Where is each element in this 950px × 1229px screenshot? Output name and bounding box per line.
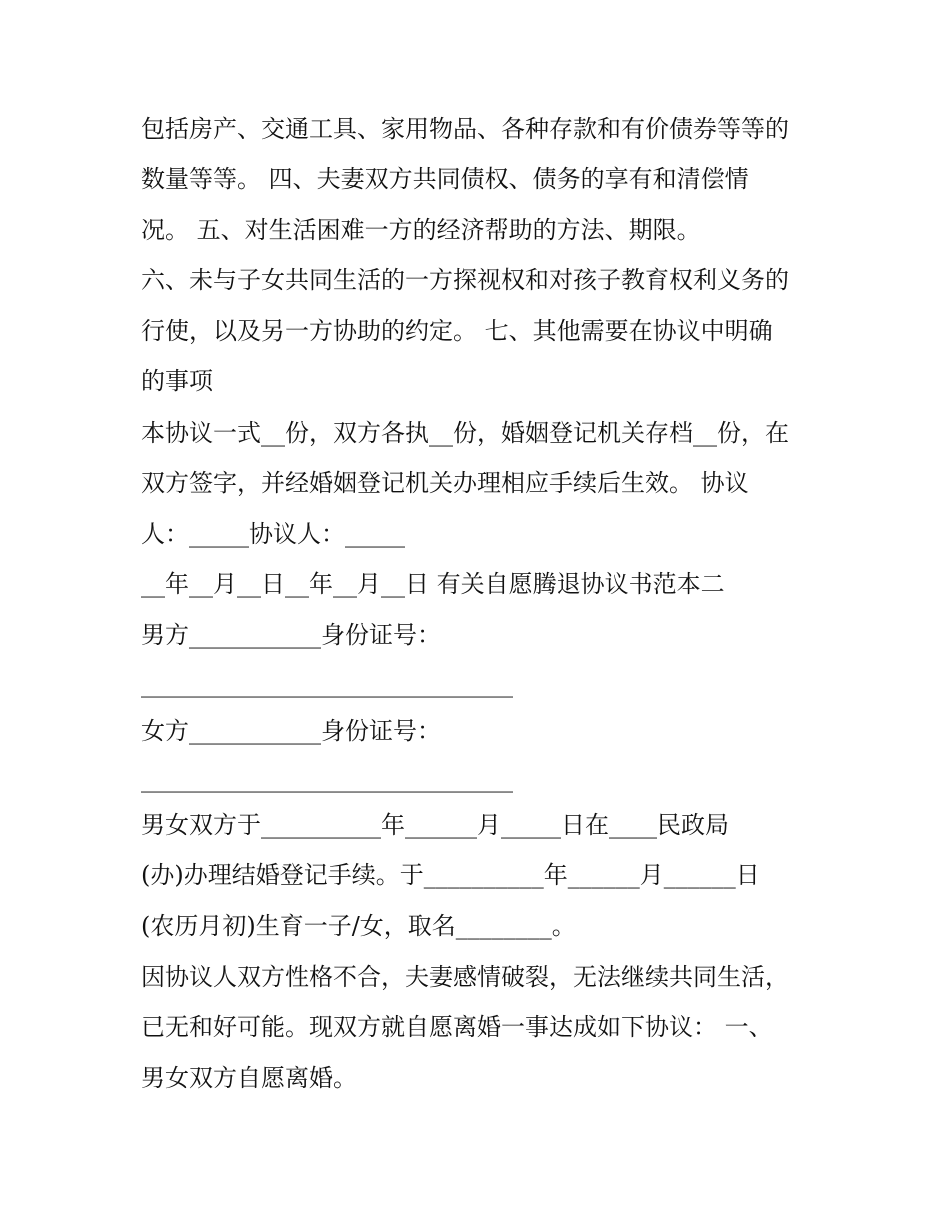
text-line: 双方签字，并经婚姻登记机关办理相应手续后生效。 协议 xyxy=(141,469,749,497)
text-line: (办)办理结婚登记手续。于__________年______月______日 xyxy=(141,861,760,889)
text-line: 男方___________身份证号： xyxy=(141,621,441,649)
text-line: 女方___________身份证号： xyxy=(141,717,441,745)
text-line: 行使，以及另一方协助的约定。 七、其他需要在协议中明确 xyxy=(141,317,773,345)
text-line: 况。 五、对生活困难一方的经济帮助的方法、期限。 xyxy=(141,216,701,244)
text-line: 已无和好可能。现双方就自愿离婚一事达成如下协议： 一、 xyxy=(141,1013,773,1041)
blank-underline: _______________________________ xyxy=(141,670,513,698)
text-line: 男女双方自愿离婚。 xyxy=(141,1064,357,1092)
text-line: (农历月初)生育一子/女，取名________。 xyxy=(141,912,576,940)
text-line: 六、未与子女共同生活的一方探视权和对孩子教育权利义务的 xyxy=(141,266,789,294)
text-line: 的事项 xyxy=(141,367,213,395)
text-line: 因协议人双方性格不合，夫妻感情破裂，无法继续共同生活， xyxy=(141,963,789,991)
blank-underline: _______________________________ xyxy=(141,765,513,793)
text-line: 数量等等。 四、夫妻双方共同债权、债务的享有和清偿情 xyxy=(141,165,749,193)
text-line: __年__月__日__年__月__日 有关自愿腾退协议书范本二 xyxy=(141,570,725,598)
text-line: 本协议一式__份，双方各执__份，婚姻登记机关存档__份，在 xyxy=(141,419,789,447)
text-line: 包括房产、交通工具、家用物品、各种存款和有价债券等等的 xyxy=(141,115,789,143)
text-line: 男女双方于__________年______月_____日在____民政局 xyxy=(141,811,729,839)
text-line: 人：_____协议人：_____ xyxy=(141,520,405,548)
